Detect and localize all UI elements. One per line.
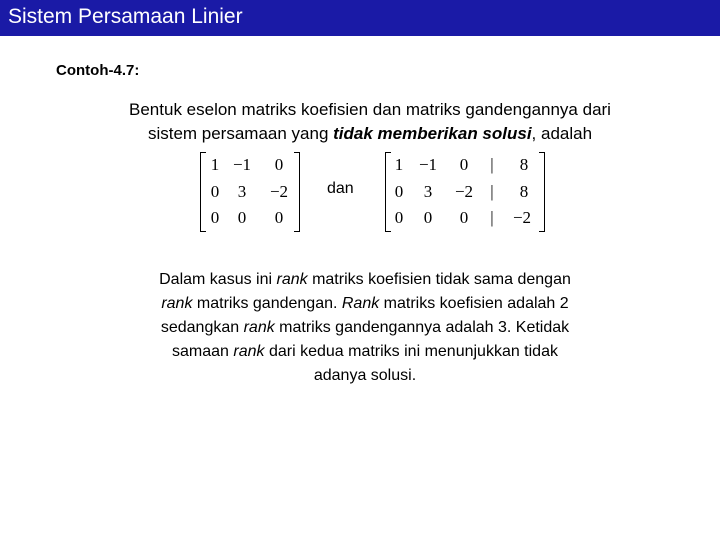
intro-text: sistem persamaan yang xyxy=(147,124,334,143)
matrix-cell: 0 xyxy=(237,208,247,227)
explanation-paragraph xyxy=(120,268,610,388)
matrix-cell: −2 xyxy=(454,182,474,201)
page-title: Sistem Persamaan Linier xyxy=(8,5,243,28)
intro-paragraph xyxy=(0,98,720,146)
matrix-cell: 3 xyxy=(237,182,247,201)
explanation-line xyxy=(120,340,610,364)
matrix-cell: 3 xyxy=(423,182,433,201)
title-bar xyxy=(0,0,720,36)
matrix-cell: −2 xyxy=(512,208,532,227)
matrix-cell: 8 xyxy=(519,155,529,174)
matrix-cell: | xyxy=(490,208,494,227)
matrix-cell: −1 xyxy=(418,155,438,174)
explanation-line xyxy=(120,292,610,316)
explanation-line: adanya solusi. xyxy=(313,367,417,384)
text: sedangkan xyxy=(160,319,244,336)
matrix-cell: 0 xyxy=(210,182,220,201)
matrix-cell: −2 xyxy=(269,182,289,201)
text: matriks koefisien tidak sama dengan xyxy=(307,271,571,288)
matrix-cell: 0 xyxy=(210,208,220,227)
intro-text-end: , adalah xyxy=(531,124,593,143)
matrix-cell: 8 xyxy=(519,182,529,201)
text: matriks gandengan. xyxy=(192,295,342,312)
matrix-cell: 0 xyxy=(274,208,284,227)
intro-emphasis: tidak memberikan solusi xyxy=(333,124,532,143)
italic-term: Rank xyxy=(341,295,380,312)
matrix-cell: 0 xyxy=(459,155,469,174)
explanation-line xyxy=(120,268,610,292)
text: Dalam kasus ini xyxy=(159,271,277,288)
matrix-cell: 0 xyxy=(423,208,433,227)
text: matriks koefisien adalah 2 xyxy=(379,295,569,312)
connector-word: dan xyxy=(327,180,354,197)
matrix-cell: 1 xyxy=(210,155,220,174)
text: dari kedua matriks ini menunjukkan tidak xyxy=(264,343,558,360)
text: matriks gandengannya adalah 3. Ketidak xyxy=(274,319,570,336)
intro-line-2 xyxy=(0,122,720,146)
matrix-cell: 1 xyxy=(394,155,404,174)
intro-line-1: Bentuk eselon matriks koefisien dan matriks gandengannya dari xyxy=(129,100,611,119)
explanation-line xyxy=(120,316,610,340)
example-label: Contoh-4.7: xyxy=(56,62,140,79)
matrix-cell: 0 xyxy=(274,155,284,174)
coefficient-matrix xyxy=(200,152,300,232)
matrix-right-bracket xyxy=(294,152,300,232)
italic-term: rank xyxy=(276,271,308,288)
matrix-cell: | xyxy=(490,155,494,174)
italic-term: rank xyxy=(243,319,275,336)
text: samaan xyxy=(172,343,234,360)
matrix-cell: | xyxy=(490,182,494,201)
augmented-matrix xyxy=(385,152,545,232)
matrix-cell: −1 xyxy=(232,155,252,174)
matrix-cell: 0 xyxy=(459,208,469,227)
matrix-cell: 0 xyxy=(394,182,404,201)
matrix-cell: 0 xyxy=(394,208,404,227)
italic-term: rank xyxy=(161,295,193,312)
italic-term: rank xyxy=(233,343,265,360)
matrix-right-bracket xyxy=(539,152,545,232)
